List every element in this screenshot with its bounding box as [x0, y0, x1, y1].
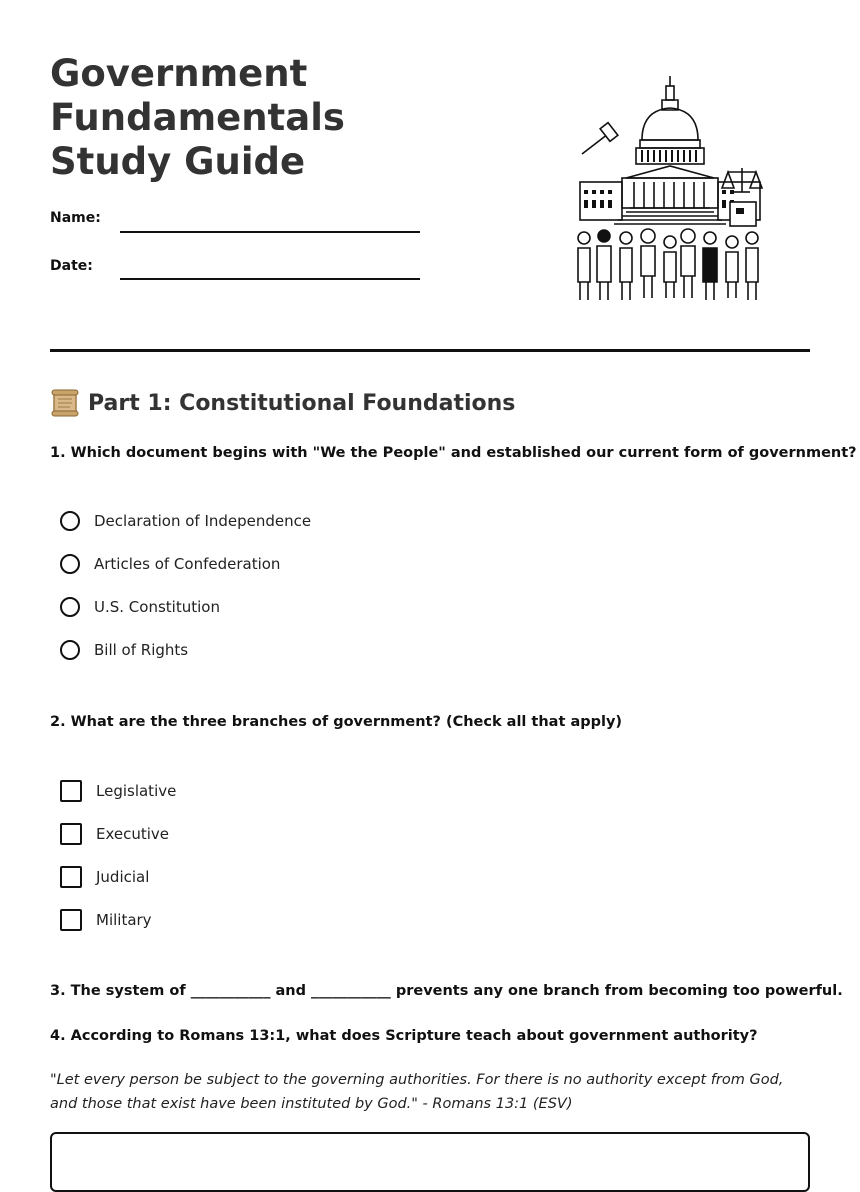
option-label: U.S. Constitution	[94, 598, 220, 616]
q1-option-1[interactable]	[60, 511, 311, 531]
part1-heading-text: Part 1: Constitutional Foundations	[88, 390, 516, 416]
date-field[interactable]	[120, 278, 420, 280]
date-label: Date:	[50, 258, 93, 274]
capitol-illustration-icon	[570, 72, 770, 310]
scroll-icon	[50, 388, 80, 418]
page-title: Government Fundamentals Study Guide	[50, 52, 345, 183]
scripture-quote: "Let every person be subject to the governing authorities. For there is no authority except from God, and those that exist have been instituted by God." - Romans 13:1 (ESV)	[50, 1072, 784, 1112]
radio-button[interactable]	[60, 640, 80, 660]
option-label: Military	[96, 911, 152, 929]
option-label: Articles of Confederation	[94, 555, 281, 573]
option-label: Executive	[96, 825, 170, 843]
name-field[interactable]	[120, 231, 420, 233]
q1-option-2[interactable]	[60, 554, 280, 574]
answer-textarea[interactable]	[50, 1132, 810, 1192]
name-label: Name:	[50, 210, 101, 226]
question-2: 2. What are the three branches of government? (Check all that apply)	[50, 714, 623, 730]
part1-heading	[50, 388, 515, 418]
header-divider	[50, 349, 810, 352]
q1-option-3[interactable]	[60, 597, 220, 617]
checkbox[interactable]	[60, 909, 82, 931]
question-1: 1. Which document begins with "We the People" and established our current form of government?	[50, 445, 857, 461]
option-label: Judicial	[96, 868, 150, 886]
radio-button[interactable]	[60, 554, 80, 574]
q2-option-2[interactable]	[60, 823, 169, 845]
checkbox[interactable]	[60, 780, 82, 802]
question-3: 3. The system of ___________ and ___________ prevents any one branch from becoming too powerful.	[50, 983, 843, 999]
q1-option-4[interactable]	[60, 640, 188, 660]
q2-option-1[interactable]	[60, 780, 176, 802]
radio-button[interactable]	[60, 597, 80, 617]
checkbox[interactable]	[60, 823, 82, 845]
option-label: Legislative	[96, 782, 177, 800]
question-4: 4. According to Romans 13:1, what does Scripture teach about government authority?	[50, 1028, 758, 1044]
option-label: Declaration of Independence	[94, 512, 312, 530]
radio-button[interactable]	[60, 511, 80, 531]
q2-option-4[interactable]	[60, 909, 152, 931]
option-label: Bill of Rights	[94, 641, 189, 659]
checkbox[interactable]	[60, 866, 82, 888]
q2-option-3[interactable]	[60, 866, 149, 888]
